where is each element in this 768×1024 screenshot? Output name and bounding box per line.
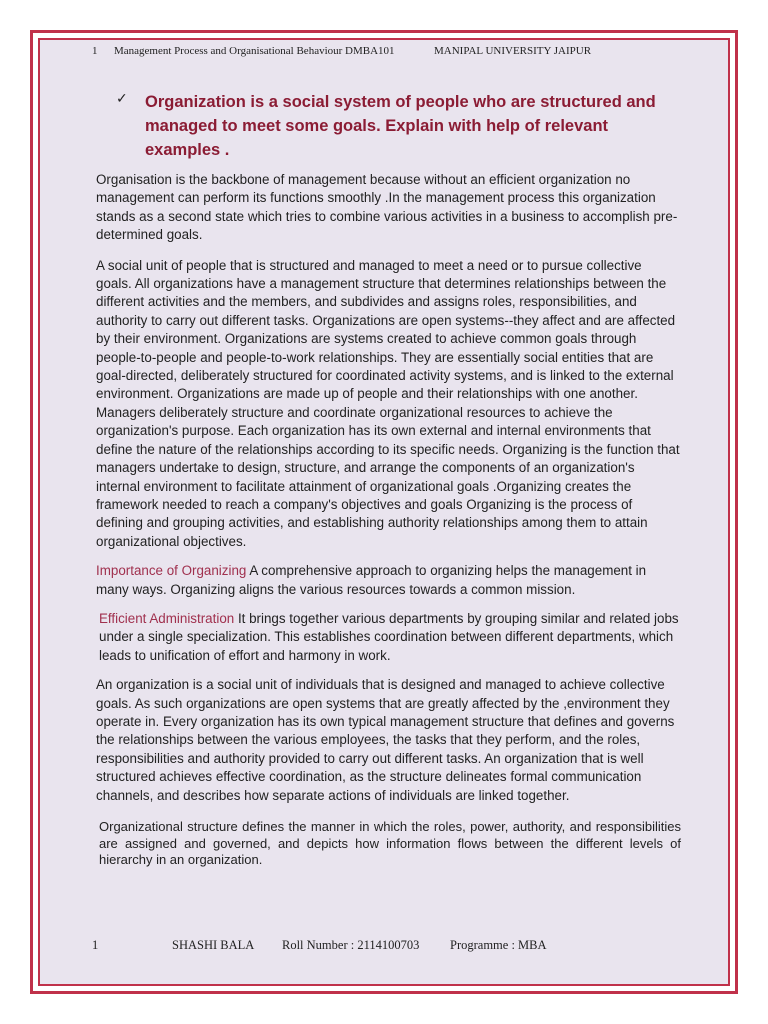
question-text: Organization is a social system of people who are structured and managed to meet some goals. Explain with help of relevant examples . <box>145 93 656 159</box>
paragraph-intro: Organisation is the backbone of management because without an efficient organization no management can perform its functions smoothly .In the management process this organization stands as a second state which tries to combine various activities in a business to accomplish pre-determined goals. <box>96 172 678 243</box>
paragraph-importance <box>96 562 681 599</box>
footer-roll-number: Roll Number : 2114100703 <box>282 938 420 952</box>
answer-body <box>96 171 681 880</box>
header-university: MANIPAL UNIVERSITY JAIPUR <box>434 45 592 57</box>
question-block <box>116 90 680 162</box>
document-page <box>30 30 738 994</box>
footer-page-number: 1 <box>92 938 99 952</box>
page-header <box>92 45 591 57</box>
checkmark-icon: ✓ <box>116 91 128 107</box>
header-page-number: 1 <box>92 45 98 57</box>
paragraph-social-unit: A social unit of people that is structured and managed to meet a need or to pursue collective goals. All organizations have a management structure that determines relationships between the different activities and the members, and subdivides and assigns roles, responsibilities, and authority to carry out different tasks. Organizations are open systems--they affect and are affected by their environment. Organizations are systems created to achieve common goals through people-to-people and people-to-work relationships. They are essentially social entities that are goal-directed, deliberately structured for coordinated activity systems, and is linked to the external environment. Organizations are made up of people and their relationships with one another. Managers deliberately structure and coordinate organizational resources to achieve the organization's purpose. Each organization has its own external and internal environments that define the nature of the relationships according to its specific needs. Organizing is the function that managers undertake to design, structure, and arrange the components of an organization's internal environment to facilitate attainment of organizational goals .Organizing creates the framework needed to reach a company's objectives and goals Organizing is the process of defining and grouping activities, and establishing authority relationships among them to attain organizational objectives. <box>96 257 680 549</box>
importance-heading: Importance of Organizing <box>96 563 247 579</box>
paragraph-efficient-administration <box>96 610 681 665</box>
page-footer <box>92 938 547 953</box>
efficient-administration-text: It brings together various departments by grouping similar and related jobs under a single specialization. This establishes coordination between different departments, which leads to unification of effort and harmony in work. <box>99 610 679 663</box>
footer-student-name: SHASHI BALA <box>172 938 255 952</box>
efficient-administration-heading: Efficient Administration <box>99 610 235 626</box>
paragraph-organization-definition: An organization is a social unit of individuals that is designed and managed to achieve collective goals. As such organizations are open systems that are greatly affected by the ,environment they operate in. Every organization has its own typical management structure that defines and governs the relationships between the various employees, the tasks that they perform, and the roles, responsibilities and authority provided to carry out different tasks. An organization that is well structured achieves effective coordination, as the structure delineates formal communication channels, and describes how separate actions of individuals are linked together. <box>96 677 675 803</box>
page-border-frame <box>38 38 730 986</box>
footer-programme: Programme : MBA <box>450 938 547 952</box>
paragraph-structure: Organizational structure defines the manner in which the roles, power, authority, and responsibilities are assigned and governed, and depicts how information flows between the different levels of hierarchy in an organization. <box>99 819 681 868</box>
header-course-title: Management Process and Organisational Behaviour DMBA101 <box>114 45 395 57</box>
importance-text: A comprehensive approach to organizing helps the management in many ways. Organizing aligns the various resources towards a common mission. <box>96 563 647 597</box>
